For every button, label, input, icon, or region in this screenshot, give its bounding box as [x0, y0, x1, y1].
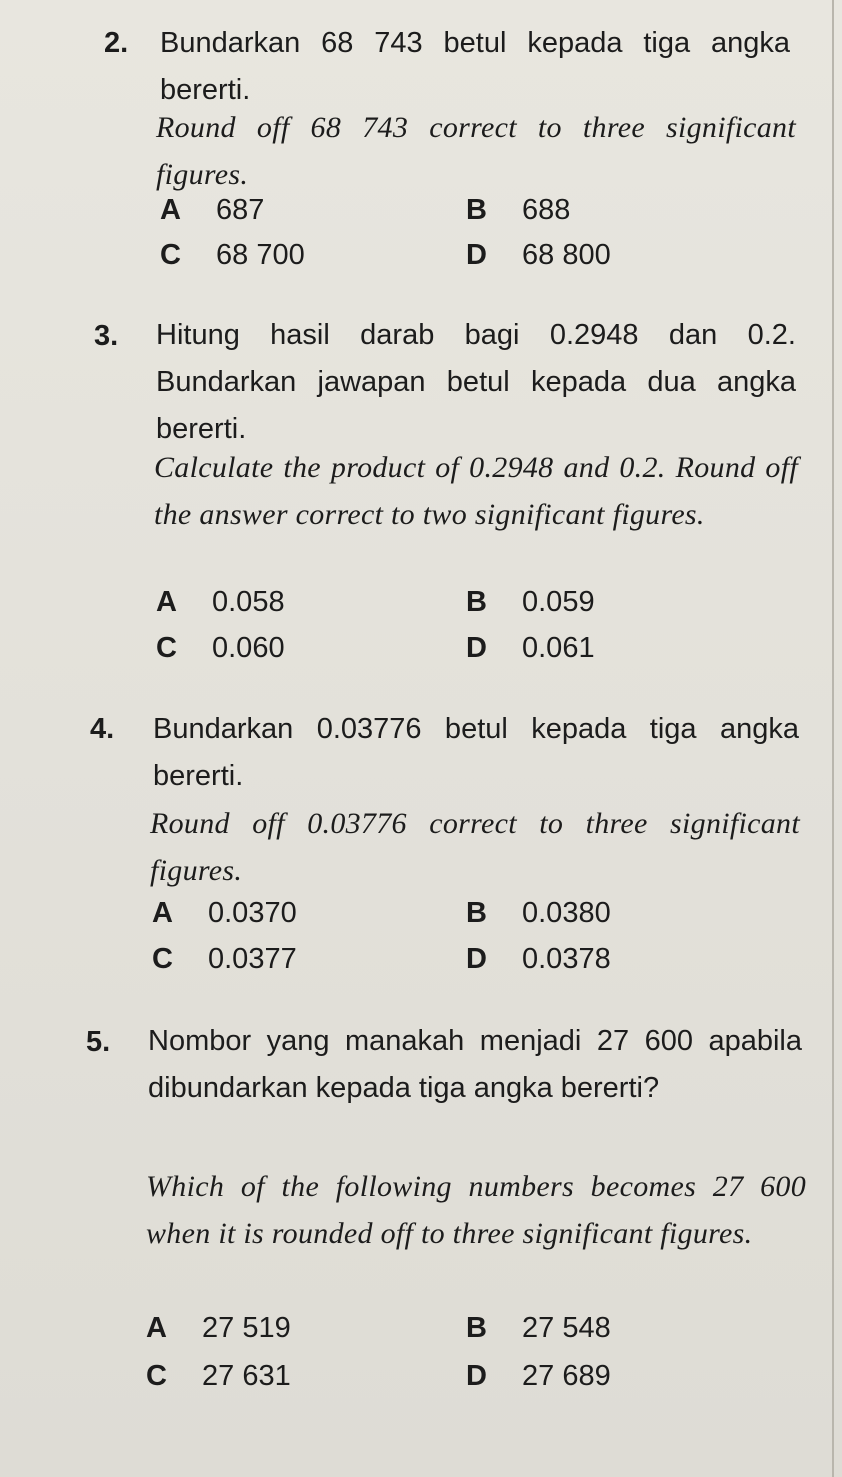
option-letter: C: [146, 1360, 167, 1392]
question-text-english: Round off 0.03776 correct to three significant figures.: [150, 807, 800, 887]
option-letter: D: [466, 943, 487, 975]
question-number: 2.: [104, 27, 129, 59]
option-letter: C: [160, 239, 181, 271]
option-value: 27 631: [202, 1360, 291, 1392]
option-letter: D: [466, 1360, 487, 1392]
option-value: 0.0380: [522, 897, 611, 929]
question-text-malay: Bundarkan 0.03776 betul kepada tiga angka bererti.: [153, 713, 799, 792]
option-d[interactable]: [466, 943, 611, 976]
question-text-malay: Nombor yang manakah menjadi 27 600 apabila dibundarkan kepada tiga angka bererti?: [148, 1025, 802, 1104]
option-value: 27 519: [202, 1312, 291, 1344]
option-letter: A: [160, 194, 181, 226]
option-b[interactable]: [466, 194, 570, 227]
option-letter: B: [466, 586, 487, 618]
option-d[interactable]: [466, 632, 595, 665]
option-value: 27 548: [522, 1312, 611, 1344]
option-value: 688: [522, 194, 571, 226]
option-b[interactable]: [466, 1312, 611, 1345]
option-letter: A: [146, 1312, 167, 1344]
question-number: 4.: [90, 713, 115, 745]
option-letter: D: [466, 632, 487, 664]
option-value: 687: [216, 194, 265, 226]
option-c[interactable]: [146, 1360, 291, 1393]
option-a[interactable]: [152, 897, 297, 930]
question-number: 3.: [94, 320, 119, 352]
page-edge: [832, 0, 834, 1477]
option-d[interactable]: [466, 1360, 611, 1393]
option-letter: C: [156, 632, 177, 664]
option-value: 0.0377: [208, 943, 297, 975]
option-value: 0.061: [522, 632, 595, 664]
option-b[interactable]: [466, 897, 611, 930]
option-letter: C: [152, 943, 173, 975]
option-letter: B: [466, 194, 487, 226]
question-text-malay: Hitung hasil darab bagi 0.2948 dan 0.2. Bundarkan jawapan betul kepada dua angka bererti.: [156, 319, 796, 445]
question-number: 5.: [86, 1026, 111, 1058]
option-value: 27 689: [522, 1360, 611, 1392]
option-a[interactable]: [156, 586, 285, 619]
question-text-malay: Bundarkan 68 743 betul kepada tiga angka bererti.: [160, 27, 790, 106]
option-b[interactable]: [466, 586, 595, 619]
option-d[interactable]: [466, 239, 611, 272]
question-text-english: Which of the following numbers becomes 27 600 when it is rounded off to three significant figures.: [146, 1170, 806, 1250]
option-letter: A: [152, 897, 173, 929]
option-c[interactable]: [160, 239, 305, 272]
option-a[interactable]: [160, 194, 264, 227]
option-value: 0.0378: [522, 943, 611, 975]
option-value: 68 700: [216, 239, 305, 271]
option-c[interactable]: [152, 943, 297, 976]
option-value: 68 800: [522, 239, 611, 271]
question-text-english: Round off 68 743 correct to three significant figures.: [156, 111, 796, 191]
option-letter: D: [466, 239, 487, 271]
option-letter: B: [466, 1312, 487, 1344]
option-c[interactable]: [156, 632, 285, 665]
option-letter: A: [156, 586, 177, 618]
option-value: 0.058: [212, 586, 285, 618]
option-value: 0.059: [522, 586, 595, 618]
question-text-english: Calculate the product of 0.2948 and 0.2. Round off the answer correct to two significant figures.: [154, 451, 798, 531]
option-a[interactable]: [146, 1312, 291, 1345]
option-letter: B: [466, 897, 487, 929]
option-value: 0.060: [212, 632, 285, 664]
option-value: 0.0370: [208, 897, 297, 929]
